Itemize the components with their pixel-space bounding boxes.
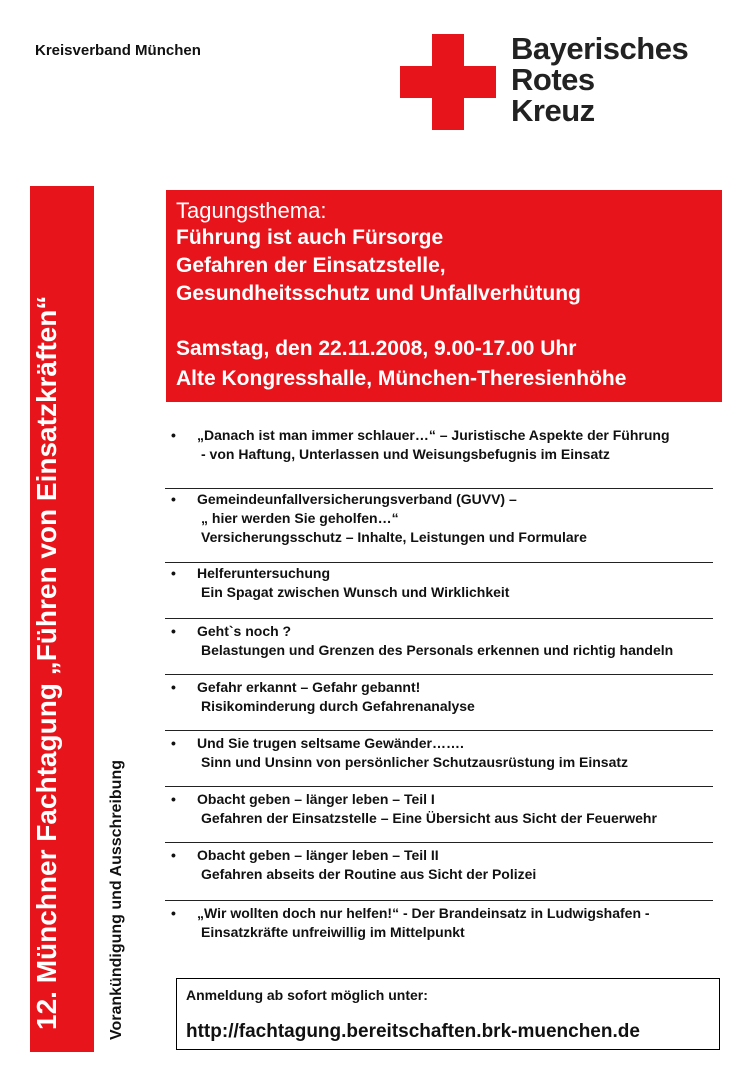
org-unit-label: Kreisverband München [35, 42, 201, 59]
agenda-item [165, 904, 713, 942]
agenda-item-text [197, 622, 713, 660]
agenda-item-line: Ein Spagat zwischen Wunsch und Wirklichkeit [201, 584, 510, 600]
registration-label: Anmeldung ab sofort möglich unter: [186, 987, 428, 1003]
agenda-item-text [197, 426, 713, 464]
logo-line: Kreuz [511, 93, 595, 128]
agenda-item-line: Belastungen und Grenzen des Personals erkennen und richtig handeln [201, 642, 674, 658]
agenda-divider [165, 562, 713, 563]
agenda-item-line: „ hier werden Sie geholfen…“ [201, 510, 399, 526]
agenda-divider [165, 842, 713, 843]
bullet-icon: • [171, 905, 176, 921]
agenda-divider [165, 488, 713, 489]
logo-line: Rotes [511, 62, 595, 97]
agenda-item-line: Geht`s noch ? [197, 623, 292, 639]
agenda-item-text [197, 846, 713, 884]
bullet-icon: • [171, 623, 176, 639]
agenda-item-line: Gefahren abseits der Routine aus Sicht der Polizei [201, 866, 537, 882]
bullet-icon: • [171, 427, 176, 443]
event-date: Samstag, den 22.11.2008, 9.00-17.00 Uhr [176, 337, 577, 360]
registration-box [176, 978, 720, 1050]
bullet-icon: • [171, 847, 176, 863]
agenda-item-line: Einsatzkräfte unfreiwillig im Mittelpunkt [201, 924, 465, 940]
agenda-divider [165, 618, 713, 619]
agenda-item-line: - von Haftung, Unterlassen und Weisungsbefugnis im Einsatz [201, 446, 610, 462]
agenda-divider [165, 900, 713, 901]
agenda-item-text [197, 734, 713, 772]
agenda-item-line: Obacht geben – länger leben – Teil I [197, 791, 435, 807]
agenda-item-text [197, 790, 713, 828]
agenda-item [165, 426, 713, 464]
agenda-item-line: Gemeindeunfallversicherungsverband (GUVV) – [197, 491, 517, 507]
agenda-item-text [197, 564, 713, 602]
agenda-item-line: Gefahr erkannt – Gefahr gebannt! [197, 679, 421, 695]
agenda-item-text [197, 678, 713, 716]
topic-line: Führung ist auch Fürsorge [176, 226, 444, 249]
agenda-item [165, 678, 713, 716]
bullet-icon: • [171, 735, 176, 751]
agenda-item-line: Gefahren der Einsatzstelle – Eine Übersicht aus Sicht der Feuerwehr [201, 810, 657, 826]
agenda-item-line: Risikominderung durch Gefahrenanalyse [201, 698, 475, 714]
agenda-item-line: Versicherungsschutz – Inhalte, Leistungen und Formulare [201, 529, 587, 545]
bullet-icon: • [171, 791, 176, 807]
registration-link[interactable]: http://fachtagung.bereitschaften.brk-muenchen.de [186, 1021, 640, 1042]
topic-line: Gefahren der Einsatzstelle, [176, 254, 446, 277]
agenda-item [165, 564, 713, 602]
agenda-divider [165, 674, 713, 675]
sidebar-title: 12. Münchner Fachtagung „Führen von Einsatzkräften“ [31, 295, 62, 1030]
agenda-item [165, 490, 713, 547]
topic-box [166, 190, 722, 402]
agenda-item-line: „Danach ist man immer schlauer…“ – Juristische Aspekte der Führung [197, 427, 670, 443]
agenda-item-line: „Wir wollten doch nur helfen!“ - Der Brandeinsatz in Ludwigshafen - [197, 905, 650, 921]
event-date-venue [176, 334, 626, 394]
agenda-divider [165, 786, 713, 787]
agenda-divider [165, 730, 713, 731]
agenda-item-text [197, 490, 713, 547]
event-venue: Alte Kongresshalle, München-Theresienhöhe [176, 367, 627, 390]
logo-wordmark [511, 33, 688, 126]
bullet-icon: • [171, 491, 176, 507]
topic-line: Gesundheitsschutz und Unfallverhütung [176, 282, 581, 305]
agenda-item-text [197, 904, 713, 942]
agenda-item [165, 622, 713, 660]
bullet-icon: • [171, 679, 176, 695]
topic-lines [176, 224, 581, 308]
sidebar-subtitle: Vorankündigung und Ausschreibung [108, 760, 125, 1040]
agenda-item [165, 790, 713, 828]
agenda-item-line: Helferuntersuchung [197, 565, 331, 581]
bullet-icon: • [171, 565, 176, 581]
agenda-item [165, 846, 713, 884]
red-cross-logo-icon [400, 34, 496, 130]
agenda-item-line: Und Sie trugen seltsame Gewänder……. [197, 735, 464, 751]
agenda-item [165, 734, 713, 772]
agenda-item-line: Sinn und Unsinn von persönlicher Schutzausrüstung im Einsatz [201, 754, 629, 770]
topic-label: Tagungsthema: [176, 198, 327, 223]
agenda-item-line: Obacht geben – länger leben – Teil II [197, 847, 439, 863]
logo-line: Bayerisches [511, 31, 689, 66]
